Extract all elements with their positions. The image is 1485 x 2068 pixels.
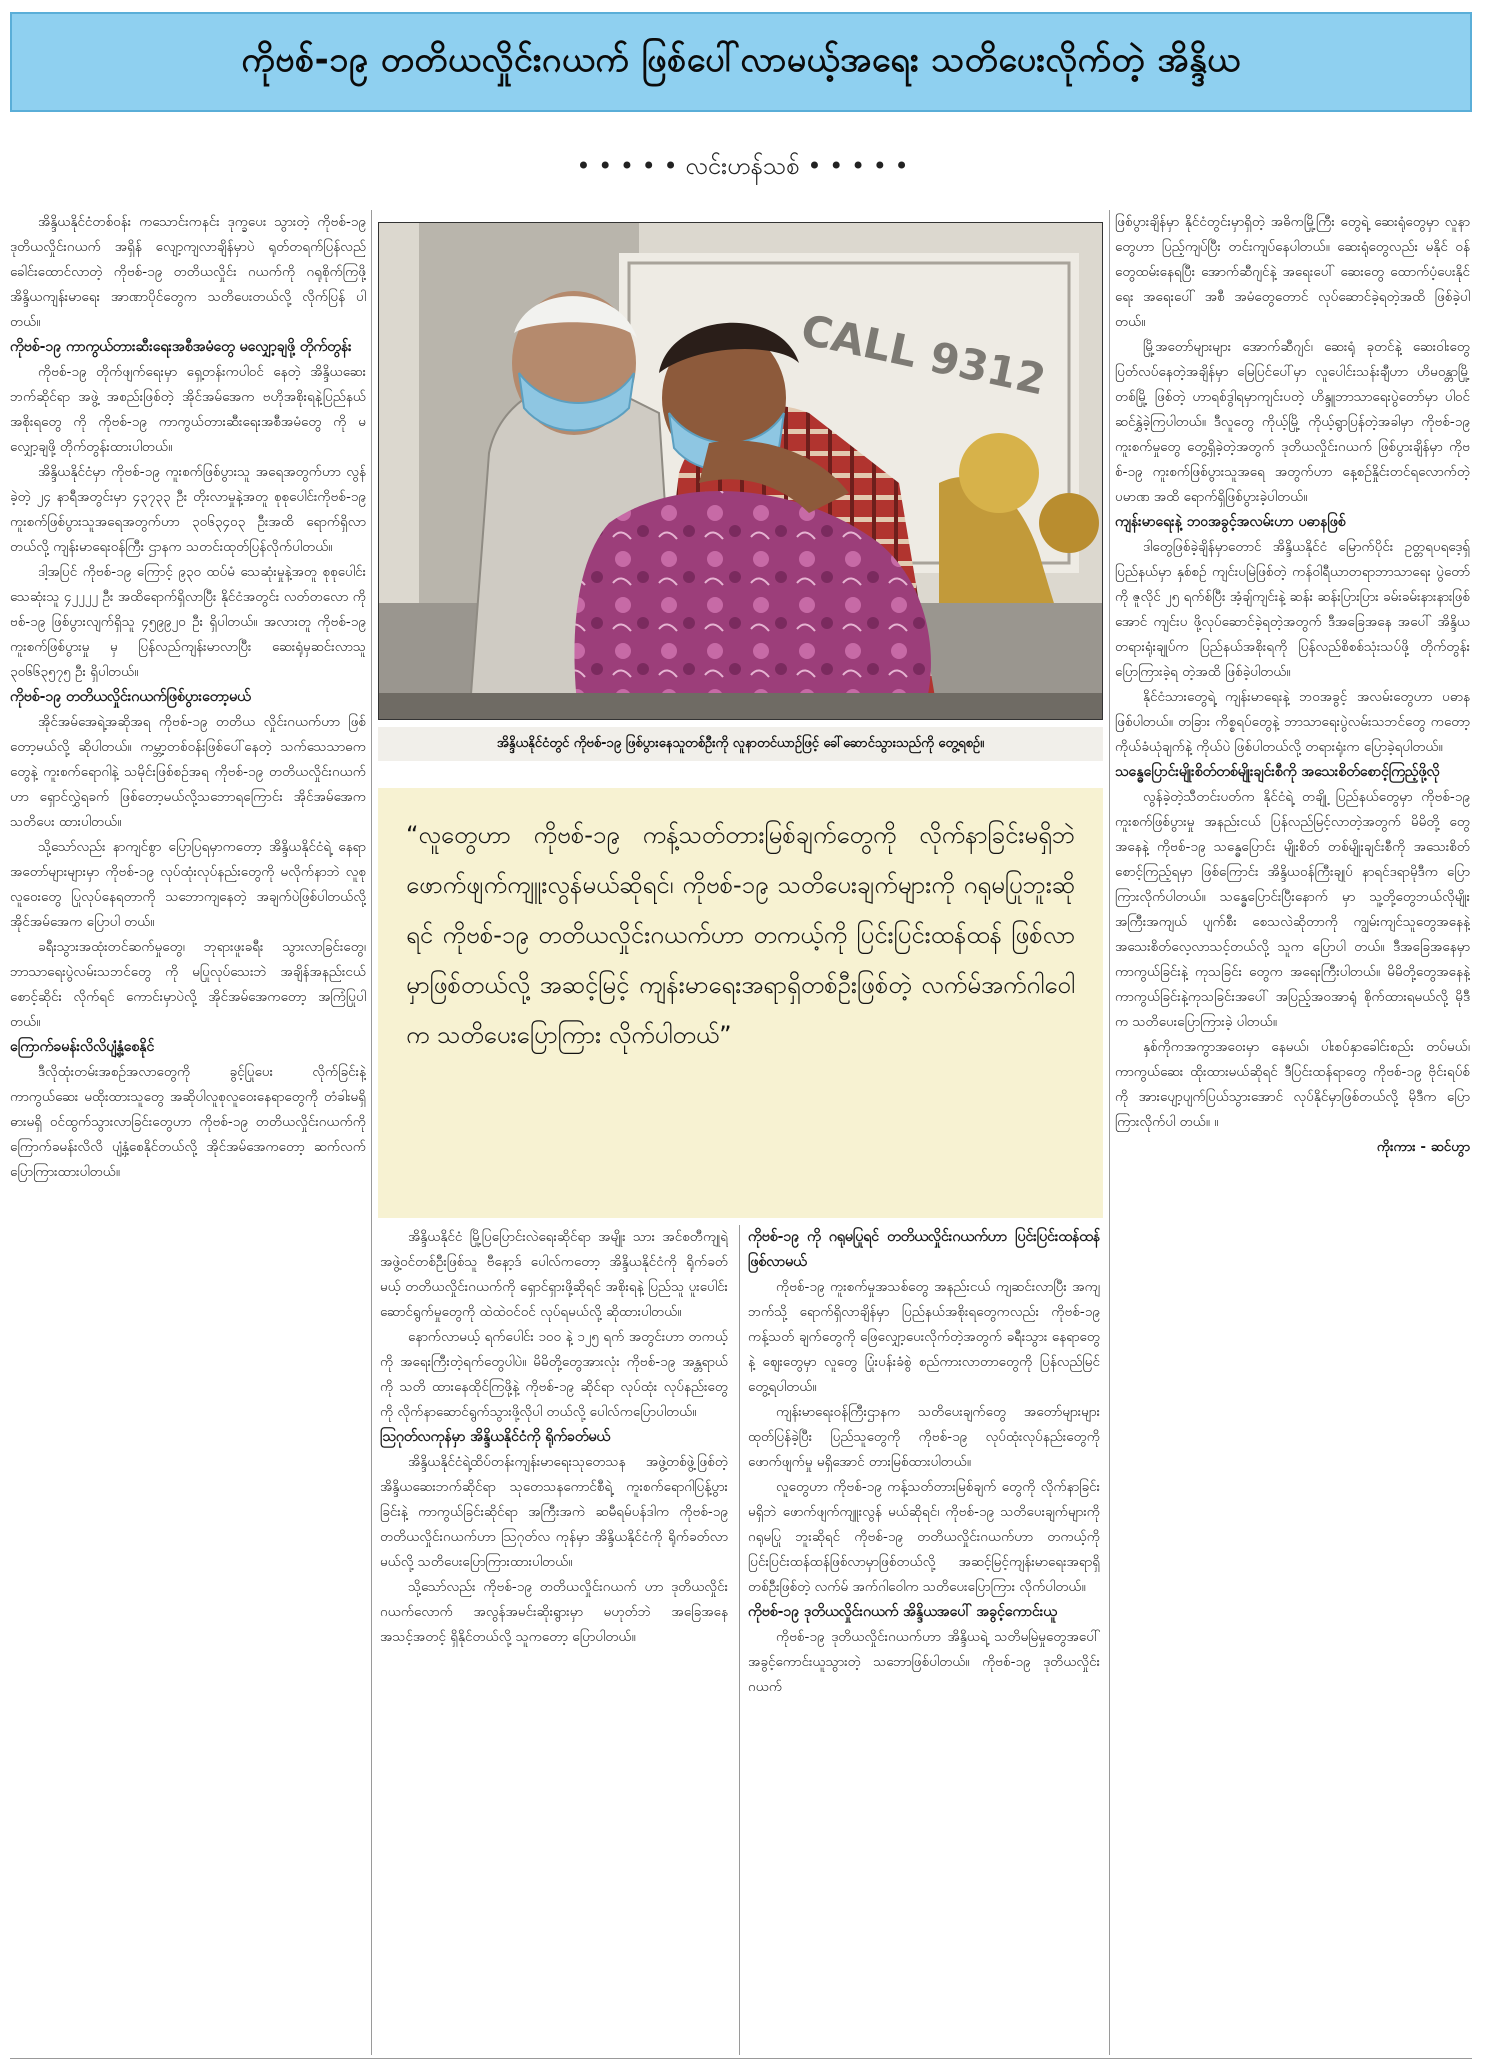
paragraph: ဒီလိုထုံးတမ်းအစဉ်အလာတွေကို ခွင့်ပြုပေး လိုက်ခြင်းနဲ့ ကာကွယ်ဆေး မထိုးထားသူတွေ အဆိုပါလူစုလူဝေးနေရာတွေကို တံခါးမရှိ ဓားမရှိ ဝင်ထွက်သွားလာခြင်းတွေဟာ ကိုဗစ်-၁၉ တတိယလှိုင်းဂယက်ကို ကြောက်ခမန်းလိလိ ပျံ့နှံ့စေနိုင်တယ်လို့ အိုင်အမ်အေကတော့ ဆက်လက်ပြောကြားထားပါတယ်။ [10,1064,366,1180]
paragraph: ဒါတွေဖြစ်ခဲ့ချိန်မှာတောင် အိန္ဒိယနိုင်ငံ မြောက်ပိုင်း ဥတ္တရပရဒေ့ရှ်ပြည်နယ်မှာ နှစ်စဉ် ကျင်းပမြဲဖြစ်တဲ့ ကန်ဝါရီယာတရာဘာသာရေး ပွဲတော်ကို ဇူလိုင် ၂၅ ရက်စ်ပြီး အံ့ချ်ကျင်းနဲ့ ဆန်း ဆန်းပြားပြား ခမ်းခမ်းနားနားဖြစ်အောင် ကျင်းပ ဖို့လုပ်ဆောင်ခဲ့ရတဲ့အတွက် ဒီအခြေအနေ အပေါ် အိန္ဒိယတရားရုံးချုပ်က ပြည်နယ်အစိုးရကို ပြန်လည်စိစစ်သုံးသပ်ဖို့ တိုက်တွန်းပြောကြားခဲ့ရ တဲ့အထိ ဖြစ်ခဲ့ပါတယ်။ [1115,539,1470,680]
section-heading: ဩဂုတ်လကုန်မှာ အိန္ဒိယနိုင်ငံကို ရိုက်ခတ်မယ် [380,1429,611,1445]
column-divider [371,210,372,2055]
paragraph: သို့သော်လည်း နာကျင်စွာ ပြောပြရမှာကတော့ အိန္ဒိယနိုင်ငံရဲ့ နေရာအတော်များများမှာ ကိုဗစ်-၁၉ လုပ်ထုံးလုပ်နည်းတွေကို မလိုက်နာဘဲ လူစု လူဝေးတွေ ပြုလုပ်နေရတာကို သဘောကျနေတဲ့ အချက်ပဲဖြစ်ပါတယ်လို့ အိုင်အမ်အေက ပြောပါ တယ်။ [10,839,366,930]
byline: • • • • • လင်းဟန်သစ် • • • • • [576,152,909,180]
paragraph: နှစ်ကိုကအကွာအဝေးမှာ နေမယ်၊ ပါးစပ်နှာခေါင်းစည်း တပ်မယ်၊ ကာကွယ်ဆေး ထိုးထားမယ်ဆိုရင် ဒီပြင်းထန်ရာတွေ ကိုဗစ်-၁၉ ဗိုင်းရပ်စ်ကို အားပျော့ပျက်ပြယ်သွားအောင် လုပ်နိုင်မှာဖြစ်တယ်လို့ မိုဒီက ပြောကြားလိုက်ပါ တယ်။ ။ [1115,1039,1470,1130]
paragraph: ဒါ့အပြင် ကိုဗစ်-၁၉ ကြောင့် ၉၃၀ ထပ်မံ သေဆုံးမှုနဲ့အတူ စုစုပေါင်းသေဆုံးသူ ၄၂၂၂၂ ဦး အထိရောက်ရှိလာပြီး နိုင်ငံအတွင်း လတ်တလော ကိုဗစ်-၁၉ ဖြစ်ပွားလျက်ရှိသူ ၄၅၉၉၂၀ ဦး ရှိပါတယ်။ အလားတူ ကိုဗစ်-၁၉ ကူးစက်ဖြစ်ပွားမှု မှ ပြန်လည်ကျန်းမာလာပြီး ဆေးရုံမှဆင်းလာသူ ၃၀၆၆၃၅၇၅ ဦး ရှိပါတယ်။ [10,564,366,680]
news-photo [378,222,1103,720]
paragraph: သို့သော်လည်း ကိုဗစ်-၁၉ တတိယလှိုင်းဂယက် ဟာ ဒုတိယလှိုင်းဂယက်လောက် အလွန်အမင်းဆိုးရွားမှာ မဟုတ်ဘဲ အခြေအနေ အသင့်အတင့် ရှိနိုင်တယ်လို့ သူကတော့ ပြောပါတယ်။ [380,1579,728,1645]
sign-text: CALL 9312 [796,304,1051,405]
paragraph: အိန္ဒိယနိုင်ငံရဲ့ထိပ်တန်းကျန်းမာရေးသုတေသန အဖွဲ့တစ်ဖွဲ့ဖြစ်တဲ့ အိန္ဒိယဆေးဘက်ဆိုင်ရာ သုတေသနကောင်စီရဲ့ ကူးစက်ရောဂါပြန့်ပွားခြင်းနဲ့ ကာကွယ်ခြင်းဆိုင်ရာ အကြီးအကဲ ဆမီရမ်ပန်ဒါက ကိုဗစ်-၁၉ တတိယလှိုင်းဂယက်ဟာ ဩဂုတ်လ ကုန်မှာ အိန္ဒိယနိုင်ငံကို ရိုက်ခတ်လာမယ်လို့ သတိပေးပြောကြားထားပါတယ်။ [380,1454,728,1570]
section-heading: ကြောက်ခမန်းလိလိပျံ့နှံ့စေနိုင် [10,1039,155,1055]
column-divider [739,1225,740,2055]
section-heading: ကိုဗစ်-၁၉ တတိယလှိုင်းဂယက်ဖြစ်ပွားတော့မယ် [10,689,251,705]
paragraph: အိန္ဒိယနိုင်ငံ မြို့ပြပြောင်းလဲရေးဆိုင်ရာ အမျိုး သား အင်စတီကျုရဲ့ အဖွဲ့ဝင်တစ်ဦးဖြစ်သူ ဗီနော့ဒ် ပေါလ်ကတော့ အိန္ဒိယနိုင်ငံကို ရိုက်ခတ်မယ့် တတိယလှိုင်းဂယက်ကို ရှောင်ရှားဖို့ဆိုရင် အစိုးရနဲ့ ပြည်သူ ပူးပေါင်းဆောင်ရွက်မှုတွေကို ထဲထဲဝင်ဝင် လုပ်ရမယ်လို့ ဆိုထားပါတယ်။ [380,1229,728,1320]
section-heading: ကိုဗစ်-၁၉ ဒုတိယလှိုင်းဂယက် အိန္ဒိယအပေါ် အခွင့်ကောင်းယူ [748,1604,1057,1620]
paragraph: နိုင်ငံသားတွေရဲ့ ကျန်းမာရေးနဲ့ ဘဝအခွင့် အလမ်းတွေဟာ ပဓာန ဖြစ်ပါတယ်။ တခြား ကိစ္စရပ်တွေနဲ့ ဘာသာရေးပွဲလမ်းသဘင်တွေ ကတော့ ကိုယ်ခံယုံချက်နဲ့ ကိုယ်ပဲ ဖြစ်ပါတယ်လို့ တရားရုံးက ပြောခဲ့ရပါတယ်။ [1115,689,1470,755]
paragraph: ခရီးသွားအထုံးတင်ဆက်မှုတွေ၊ ဘုရားဖူးခရီး သွားလာခြင်းတွေ၊ ဘာသာရေးပွဲလမ်းသဘင်တွေ ကို မပြုလုပ်သေးဘဲ အချိန်အနည်းငယ်စောင့်ဆိုင်း လိုက်ရင် ကောင်းမှာပဲလို့ အိုင်အမ်အေကတော့ အကြံပြုပါတယ်။ [10,939,366,1030]
photo-caption: အိန္ဒိယနိုင်ငံတွင် ကိုဗစ်-၁၉ ဖြစ်ပွားနေသူတစ်ဦးကို လူနာတင်ယာဉ်ဖြင့် ခေါ်ဆောင်သွားသည်ကို တွေ့ရစဉ်။ [378,727,1103,761]
paragraph: လွန်ခဲ့တဲ့သီတင်းပတ်က နိုင်ငံရဲ့ တချို့ ပြည်နယ်တွေမှာ ကိုဗစ်-၁၉ ကူးစက်ဖြစ်ပွားမှု အနည်းငယ် ပြန်လည်မြင့်လာတဲ့အတွက် မိမိတို့ တွေအနေနဲ့ ကိုဗစ်-၁၉ သန္ဓေပြောင်း မျိုးစိတ် တစ်မျိုးချင်းစီကို အသေးစိတ်စောင့်ကြည့်ရမှာ ဖြစ်ကြောင်း အိန္ဒိယဝန်ကြီးချုပ် နာရင်ဒရာမိုဒီက ပြောကြားလိုက်ပါတယ်။ သန္ဓေပြောင်းပြီးနောက် မှာ သူ့တို့တွေဘယ်လိုမျိုး အကြီးအကျယ် ပျက်စီး စေသလဲဆိုတာကို ကျွမ်းကျင်သူတွေအနေနဲ့ အသေးစိတ်လေ့လာသင့်တယ်လို့ သူက ပြောပါ တယ်။ ဒီအခြေအနေမှာ ကာကွယ်ခြင်းနဲ့ ကုသခြင်း တွေက အရေးကြီးပါတယ်။ မိမိတို့တွေအနေနဲ့ ကာကွယ်ခြင်းနဲ့ကုသခြင်းအပေါ် အပြည့်အဝအာရုံ စိုက်ထားရမယ်လို့ မိုဒီက သတိပေးပြောကြားခဲ့ ပါတယ်။ [1115,789,1470,1030]
section-heading: ကိုဗစ်-၁၉ ကို ဂရုမပြုရင် တတိယလှိုင်းဂယက်ဟာ ပြင်းပြင်းထန်ထန်ဖြစ်လာမယ် [748,1229,1100,1270]
article-column-3 [748,1225,1100,2055]
paragraph: ဖြစ်ပွားချိန်မှာ နိုင်ငံတွင်းမှာရှိတဲ့ အဓိကမြို့ကြီး တွေရဲ့ ဆေးရုံတွေမှာ လူနာတွေဟာ ပြည့်ကျပ်ပြီး တင်းကျပ်နေပါတယ်။ ဆေးရုံတွေလည်း မနိုင် ဝန်တွေထမ်းနေရပြီး အောက်ဆီဂျင်နဲ့ အရေးပေါ် ဆေးတွေ ထောက်ပံ့ပေးနိုင်ရေး အရေးပေါ် အစီ အမံတွေတောင် လုပ်ဆောင်ခဲ့ရတဲ့အထိ ဖြစ်ခဲ့ပါ တယ်။ [1115,214,1470,330]
paragraph: ကျန်းမာရေးဝန်ကြီးဌာနက သတိပေးချက်တွေ အတော်များများ ထုတ်ပြန်ခဲ့ပြီး ပြည်သူတွေကို ကိုဗစ်-၁၉ လုပ်ထုံးလုပ်နည်းတွေကို ဖောက်ဖျက်မှု မရှိအောင် တားမြစ်ထားပါတယ်။ [748,1404,1100,1470]
photo-illustration [379,223,1103,720]
paragraph: ကိုဗစ်-၁၉ ကူးစက်မှုအသစ်တွေ အနည်းငယ် ကျဆင်းလာပြီး အကျဘက်သို့ ရောက်ရှိလာချိန်မှာ ပြည်နယ်အစိုးရတွေကလည်း ကိုဗစ်-၁၉ ကန့်သတ် ချက်တွေကို ဖြေလျှော့ပေးလိုက်တဲ့အတွက် ခရီးသွား နေရာတွေနဲ့ ဈေးတွေမှာ လူတွေ ပြုံးပန်းခံစွဲ စည်ကားလာတာတွေကို ပြန်လည်မြင်တွေ့ရပါတယ်။ [748,1279,1100,1395]
headline-banner [10,12,1472,112]
paragraph: အိန္ဒိယနိုင်ငံမှာ ကိုဗစ်-၁၉ ကူးစက်ဖြစ်ပွားသူ အရေအတွက်ဟာ လွန်ခဲ့တဲ့ ၂၄ နာရီအတွင်းမှာ ၄၃၇၃၃ ဦး တိုးလာမှုနဲ့အတူ စုစုပေါင်းကိုဗစ်-၁၉ ကူးစက်ဖြစ်ပွားသူအရေအတွက်ဟာ ၃၀၆၃၄၀၃ ဦးအထိ ရောက်ရှိလာတယ်လို့ ကျန်းမာရေးဝန်ကြီး ဌာနက သတင်းထုတ်ပြန်လိုက်ပါတယ်။ [10,464,366,555]
paragraph: ကိုဗစ်-၁၉ တိုက်ဖျက်ရေးမှာ ရှေ့တန်းကပါဝင် နေတဲ့ အိန္ဒိယဆေးဘက်ဆိုင်ရာ အဖွဲ့ အစည်းဖြစ်တဲ့ အိုင်အမ်အေက ဗဟိုအစိုးရနဲ့ပြည်နယ်အစိုးရတွေ ကို ကိုဗစ်-၁၉ ကာကွယ်တားဆီးရေးအစီအမံတွေ ကို မလျှော့ချဖို့ တိုက်တွန်းထားပါတယ်။ [10,364,366,455]
section-heading: ကိုဗစ်-၁၉ ကာကွယ်တားဆီးရေးအစီအမံတွေ မလျှော့ချဖို့ တိုက်တွန်း [10,339,352,355]
paragraph: ကိုဗစ်-၁၉ ဒုတိယလှိုင်းဂယက်ဟာ အိန္ဒိယရဲ့ သတိမမြဲမှုတွေအပေါ် အခွင့်ကောင်းယူသွားတဲ့ သဘောဖြစ်ပါတယ်။ ကိုဗစ်-၁၉ ဒုတိယလှိုင်းဂယက် [748,1629,1100,1695]
article-column-4 [1115,210,1470,2050]
column-divider [1109,210,1110,2055]
paragraph: နောက်လာမယ့် ရက်ပေါင်း ၁၀၀ နဲ့ ၁၂၅ ရက် အတွင်းဟာ တကယ့်ကို အရေးကြီးတဲ့ရက်တွေပါပဲ။ မိမိတို့တွေအားလုံး ကိုဗစ်-၁၉ အန္တရာယ်ကို သတိ ထားနေထိုင်ကြဖို့နဲ့ ကိုဗစ်-၁၉ ဆိုင်ရာ လုပ်ထုံး လုပ်နည်းတွေကို လိုက်နာဆောင်ရွက်သွားဖို့လိုပါ တယ်လို့ ပေါလ်ကပြောပါတယ်။ [380,1329,728,1420]
headline: ကိုဗစ်-၁၉ တတိယလှိုင်းဂယက် ဖြစ်ပေါ်လာမယ့်အရေး သတိပေးလိုက်တဲ့ အိန္ဒိယ [241,39,1241,80]
section-heading: သန္ဓေပြောင်းမျိုးစိတ်တစ်မျိုးချင်းစီကို အသေးစိတ်စောင့်ကြည့်ဖို့လို [1115,764,1440,780]
section-heading: ကျန်းမာရေးနဲ့ ဘဝအခွင့်အလမ်းဟာ ပဓာနဖြစ် [1115,514,1346,530]
article-column-1 [10,210,366,2050]
bottom-rule [10,2058,1472,2059]
article-column-2 [380,1225,728,2055]
source-credit: ကိုးကား - ဆင်ဟွာ [1376,1139,1470,1155]
paragraph: မြို့အတော်များများ အောက်ဆီဂျင်၊ ဆေးရုံ ခုတင်နဲ့ ဆေးဝါးတွေ ပြတ်လပ်နေတဲ့အချိန်မှာ မြေပြင်ပေါ်မှာ လူပေါင်းသန်းချီဟာ ဟိမဝန္တာမြို့တစ်မြို့ ဖြစ်တဲ့ ဟာရစ်ဒွါရမှာကျင်းပတဲ့ ဟိန္ဒူဘာသာရေးပွဲတော်မှာ ပါဝင်ဆင်နွှဲခဲ့ကြပါတယ်။ ဒီလူတွေ ကိုယ့်မြို့ ကိုယ့်ရွာပြန်တဲ့အခါမှာ ကိုဗစ်-၁၉ ကူးစက်မှုတွေ တွေ့ရှိခဲ့တဲ့အတွက် ဒုတိယလှိုင်းဂယက် ဖြစ်ပွားချိန်မှာ ကိုဗစ်-၁၉ ကူးစက်ဖြစ်ပွားသူအရေ အတွက်ဟာ နေ့စဉ်နှိုင်းတင်ရလောက်တဲ့ ပမာဏ အထိ ရောက်ရှိဖြစ်ပွားခဲ့ပါတယ်။ [1115,339,1470,505]
paragraph: လူတွေဟာ ကိုဗစ်-၁၉ ကန့်သတ်တားမြစ်ချက် တွေကို လိုက်နာခြင်းမရှိဘဲ ဖောက်ဖျက်ကျူးလွန် မယ်ဆိုရင်၊ ကိုဗစ်-၁၉ သတိပေးချက်များကို ဂရုမပြု ဘူးဆိုရင် ကိုဗစ်-၁၉ တတိယလှိုင်းဂယက်ဟာ တကယ့်ကိုပြင်းပြင်းထန်ထန်ဖြစ်လာမှာဖြစ်တယ်လို့ အဆင့်မြင့်ကျန်းမာရေးအရာရှိတစ်ဦးဖြစ်တဲ့ လက်မ် အက်ဂါဝေါက သတိပေးပြောကြား လိုက်ပါတယ်။ [748,1479,1100,1595]
pull-quote: “လူတွေဟာ ကိုဗစ်-၁၉ ကန့်သတ်တားမြစ်ချက်တွေကို လိုက်နာခြင်းမရှိဘဲ ဖောက်ဖျက်ကျူးလွန်မယ်ဆိုရင်၊ ကိုဗစ်-၁၉ သတိပေးချက်များကို ဂရုမပြုဘူးဆိုရင် ကိုဗစ်-၁၉ တတိယလှိုင်းဂယက်ဟာ တကယ့်ကို ပြင်းပြင်းထန်ထန် ဖြစ်လာမှာဖြစ်တယ်လို့ အဆင့်မြင့် ကျန်းမာရေးအရာရှိတစ်ဦးဖြစ်တဲ့ လက်မ်အက်ဂါဝေါက သတိပေးပြောကြား လိုက်ပါတယ်” [378,788,1103,1218]
paragraph: အိန္ဒိယနိုင်ငံတစ်ဝန်း ကသောင်းကနင်း ဒုက္ခပေး သွားတဲ့ ကိုဗစ်-၁၉ ဒုတိယလှိုင်းဂယက် အရှိန် လျော့ကျလာချိန်မှာပဲ ရုတ်တရက်ပြန်လည် ခေါင်းထောင်လာတဲ့ ကိုဗစ်-၁၉ တတိယလှိုင်း ဂယက်ကို ဂရုစိုက်ကြဖို့ အိန္ဒိယကျန်းမာရေး အာဏာပိုင်တွေက သတိပေးတယ်လို့ လိုက်ပြန် ပါတယ်။ [10,214,366,330]
paragraph: အိုင်အမ်အေရဲ့အဆိုအရ ကိုဗစ်-၁၉ တတိယ လှိုင်းဂယက်ဟာ ဖြစ်တော့မယ်လို့ ဆိုပါတယ်။ ကမ္ဘာ့တစ်ဝန်းဖြစ်ပေါ်နေတဲ့ သက်သေသာဓက တွေနဲ့ ကူးစက်ရောဂါနဲ့ သမိုင်းဖြစ်စဉ်အရ ကိုဗစ်-၁၉ တတိယလှိုင်းဂယက်ဟာ ရှောင်လွှဲရခက် ဖြစ်တော့မယ်လို့သဘောရကြောင်း အိုင်အမ်အေက သတိပေး ထားပါတယ်။ [10,714,366,830]
